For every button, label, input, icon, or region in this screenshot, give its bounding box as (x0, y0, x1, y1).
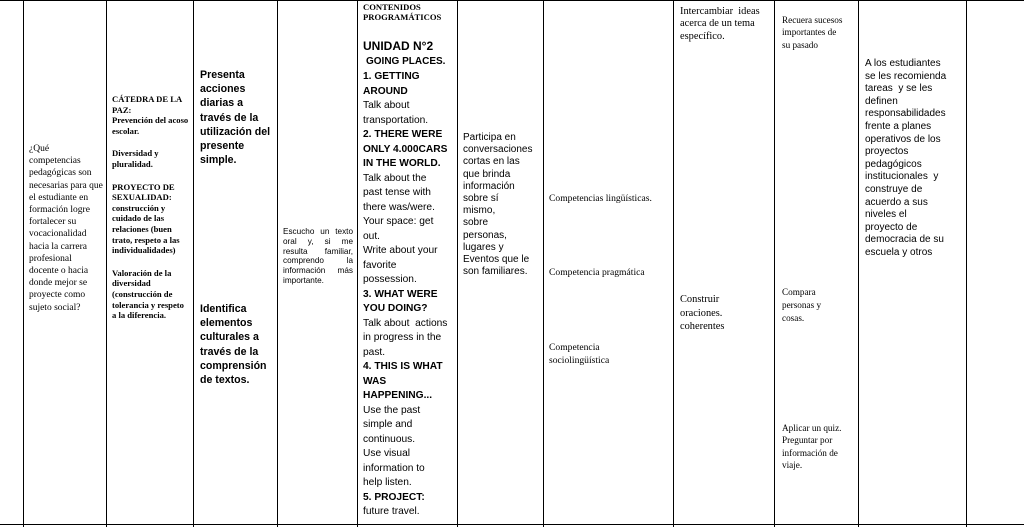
recommendation-line: operativos de los (865, 133, 941, 145)
evaluation-compare (782, 286, 856, 325)
proyecto-item-relaciones: construcción y cuidado de las relaciones (buen trato, respeto a las individualidades) (112, 202, 180, 256)
unit-content-line: Talk about (363, 100, 410, 111)
unit-content-line: YOU DOING? (363, 303, 428, 314)
unit-content-line: out. (363, 230, 380, 242)
unit-content-line: in progress in the (363, 332, 442, 343)
evaluation-line: importantes de (782, 27, 837, 38)
recommendation-line: A los estudiantes (865, 58, 941, 69)
catedra-item-acoso: Prevención del acoso escolar. (112, 115, 189, 136)
unit-content-line: simple and (363, 419, 413, 430)
table-border (858, 0, 859, 527)
objective-cultural-elements: Identifica elementos culturales a través de la comprensión de textos. (200, 303, 267, 387)
unit-content-line: 1. GETTING (363, 71, 420, 82)
recommendation-line: proyectos (865, 146, 909, 158)
performance-line: mismo, (463, 205, 496, 217)
table-border (0, 524, 1024, 525)
performance-line: personas, (463, 229, 507, 241)
evaluation-line: cosas. (782, 313, 805, 323)
evaluation-line: personas y (782, 300, 822, 310)
activity-line: Construir (680, 294, 720, 305)
proyecto-valoracion-title: Valoración de la diversidad (112, 267, 172, 289)
activity-line: coherentes (680, 321, 725, 332)
recommendation-line: frente a planes (865, 120, 932, 132)
evaluation-line: Compara (782, 287, 816, 297)
recommendation-line: se les recomienda (865, 70, 947, 82)
unit-content-line: future travel. (363, 506, 420, 517)
unit-content-line: Your space: get (363, 216, 434, 227)
table-border (774, 0, 775, 527)
unit-content-line: possession. (363, 274, 417, 285)
recommendation-line: proyecto de (865, 221, 918, 233)
unit-content-line: ONLY 4.000CARS (363, 143, 448, 155)
evaluation-past-events (782, 14, 856, 51)
unit-content-line: WAS (363, 375, 387, 387)
proyecto-valoracion-text: (construcción de tolerancia y respeto a la diferencia. (112, 288, 184, 321)
catedra-title: CÁTEDRA DE LA PAZ: (112, 94, 182, 115)
unit-content-line: IN THE WORLD. (363, 158, 441, 169)
activity-line: Intercambiar ideas (680, 6, 760, 17)
performance-line: sobre sí (463, 193, 499, 205)
unit-content-line: 2. THERE WERE (363, 129, 443, 140)
objective-present-simple: Presenta acciones diarias a través de la utilización del presente simple. (200, 69, 271, 167)
unit-contents-list (363, 70, 456, 520)
unit-content-line: AROUND (363, 85, 408, 97)
activity-line: oraciones. (680, 307, 723, 319)
unit-content-line: Write about your (363, 245, 438, 256)
unit-content-line: 4. THIS IS WHAT (363, 361, 443, 372)
unit-content-line: Use the past (363, 404, 421, 416)
proyecto-title: PROYECTO DE SEXUALIDAD: (112, 181, 175, 203)
activity-exchange-ideas (680, 6, 772, 43)
guiding-question: ¿Qué competencias pedagógicas son necesarias para que el estudiante en formación logre fortalecer su vocacionalidad hacia la carrera profesional docente o hacia donde mejor se proyecte como sujeto social? (29, 144, 103, 313)
performance-line: sobre (463, 217, 489, 229)
student-recommendations (865, 58, 965, 260)
table-border (0, 0, 1024, 1)
activity-line: específico. (680, 30, 725, 42)
unit-content-line: 5. PROJECT: (363, 491, 425, 503)
recommendation-line: democracia de su (865, 234, 944, 246)
evaluation-quiz (782, 422, 856, 472)
recommendation-line: institucionales y (865, 171, 939, 183)
performance-line: Eventos que le (463, 254, 530, 266)
evaluation-line: Aplicar un quiz. (782, 423, 842, 433)
unit-subtitle: GOING PLACES. (366, 56, 446, 67)
performance-line: lugares y (463, 241, 504, 253)
evaluation-line: viaje. (782, 460, 803, 471)
activity-line: acerca de un tema (680, 18, 755, 30)
competence-sociolinguistic (549, 342, 671, 367)
unit-content-line: information to (363, 462, 425, 474)
competence-sociolinguistic-line: Competencia (549, 342, 600, 353)
unit-content-line: Talk about actions (363, 317, 448, 329)
unit-content-line: Talk about the (363, 172, 427, 184)
unit-content-line: continuous. (363, 433, 416, 445)
table-border (543, 0, 544, 527)
recommendation-line: responsabilidades (865, 108, 946, 120)
table-border (357, 0, 358, 527)
contents-header: CONTENIDOS PROGRAMÁTICOS (363, 2, 442, 22)
unit-content-line: past tense with (363, 187, 431, 198)
unit-content-line: 3. WHAT WERE (363, 288, 438, 300)
performance-line: son familiares. (463, 266, 528, 278)
catedra-item-diversidad: Diversidad y pluralidad. (112, 148, 159, 169)
activity-build-sentences (680, 293, 772, 334)
unit-content-line: Use visual (363, 448, 410, 459)
evaluation-line: Preguntar por (782, 435, 833, 446)
transversal-projects (112, 94, 190, 321)
competence-sociolinguistic-line: sociolingüística (549, 354, 610, 366)
recommendation-line: escuela y otros (865, 246, 933, 258)
unit-content-line: help listen. (363, 477, 412, 488)
table-border (966, 0, 967, 527)
competence-linguistic: Competencias lingüísticas. (549, 193, 652, 204)
table-border (457, 0, 458, 527)
table-border (193, 0, 194, 527)
evaluation-line: Recuera sucesos (782, 15, 843, 25)
unit-content-line: past. (363, 346, 386, 358)
recommendation-line: acuerdo a sus (865, 196, 928, 208)
recommendation-line: niveles el (865, 209, 907, 221)
performance-line: conversaciones (463, 144, 533, 156)
unit-title: UNIDAD N°2 (363, 39, 434, 53)
competence-pragmatic: Competencia pragmática (549, 267, 645, 278)
table-border (673, 0, 674, 527)
unit-content-line: favorite (363, 259, 397, 271)
table-border (106, 0, 107, 527)
recommendation-line: pedagógicos (865, 158, 922, 170)
performance-line: Participa en (463, 132, 516, 143)
recommendation-line: tareas y se les (865, 83, 933, 95)
standard-listening: Escucho un texto oral y, si me resulta familiar, comprendo la información más importante. (283, 227, 353, 285)
performance-line: cortas en las (463, 156, 520, 168)
performance-line: información (463, 180, 515, 192)
table-border (23, 0, 24, 527)
recommendation-line: definen (865, 95, 898, 107)
evaluation-line: información de (782, 447, 838, 458)
unit-content-line: transportation. (363, 114, 429, 126)
performance-description (463, 132, 541, 278)
table-border (277, 0, 278, 527)
evaluation-line: su pasado (782, 39, 818, 50)
performance-line: que brinda (463, 168, 511, 180)
unit-content-line: HAPPENING... (363, 390, 433, 401)
recommendation-line: construye de (865, 183, 923, 195)
unit-content-line: there was/were. (363, 201, 435, 213)
